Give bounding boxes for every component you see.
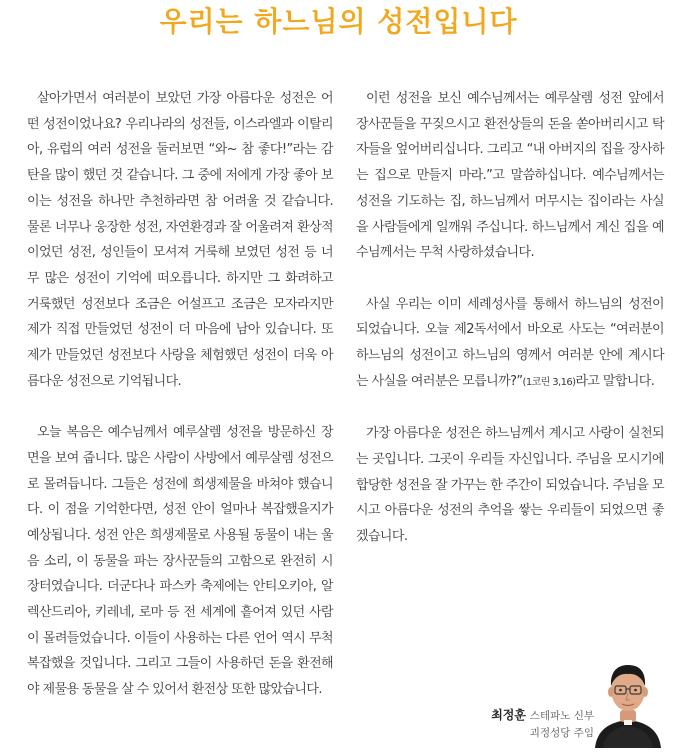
paragraph-text: 라고 말합니다. xyxy=(575,373,655,389)
author-name: 최정훈 xyxy=(491,708,526,722)
paragraph: 오늘 복음은 예수님께서 예루살렘 성전을 방문하신 장면을 보여 줍니다. 많은 사람이 사방에서 예루살렘 성전으로 몰려듭니다. 그들은 성전에 희생제물을 바쳐야 했습니다. 이 점을 기억한다면, 성전 안이 얼마나 복잡했을지가 예상됩니다. 성전 안은 희생제물로 사용될 동물이 내는 울음 소리, 이 동물을 파는 장사꾼들의 고함으로 완전히 시장터였습니다. 더군다나 파스카 축제에는 안티오키아, 알렉산드리아, 키레네, 로마 등 전 세계에 흩어져 있던 사람이 몰려들었습니다. 이들이 사용하는 다른 언어 역시 무척 복잡했을 것입니다. 그리고 그들이 사용하던 돈을 환전해야 제물용 동물을 살 수 있어서 환전상 또한 많았습니다. xyxy=(27,425,333,698)
left-column xyxy=(27,86,333,703)
author-portrait-icon xyxy=(593,656,663,748)
page-title: 우리는 하느님의 성전입니다 xyxy=(159,5,518,38)
right-column xyxy=(356,86,664,550)
author-role: 스테파노 신부 xyxy=(529,710,594,722)
paragraph: 이런 성전을 보신 예수님께서는 예루살렘 성전 앞에서 장사꾼들을 꾸짖으시고 환전상들의 돈을 쏟아버리시고 탁자들을 엎어버리십니다. 그리고 “내 아버지의 집을 장사하는 집으로 만들지 마라.”고 말씀하십니다. 예수님께서는 성전을 기도하는 집, 하느님께서 머무시는 집이라는 사실을 사람들에게 일깨워 주십니다. 하느님께서 계신 집을 예수님께서는 무척 사랑하셨습니다. xyxy=(356,91,664,261)
paragraph-text: 사실 우리는 이미 세례성사를 통해서 하느님의 성전이 되었습니다. 오늘 제2독서에서 바오로 사도는 “여러분이 하느님의 성전이고 하느님의 영께서 여러분 안에 계시다는 사실을 여러분은 모릅니까?” xyxy=(356,296,664,389)
paragraph: 살아가면서 여러분이 보았던 가장 아름다운 성전은 어떤 성전이었나요? 우리나라의 성전들, 이스라엘과 이탈리아, 유럽의 여러 성전을 둘러보면 “와~ 참 좋다!”라는 감탄을 많이 했던 것 같습니다. 그 중에 저에게 가장 좋아 보이는 성전을 하나만 추천하라면 참 어려울 것 같습니다. 물론 너무나 웅장한 성전, 자연환경과 잘 어울려져 환상적이었던 성전, 성인들이 모셔져 거룩해 보였던 성전 등 너무 많은 성전이 기억에 떠오릅니다. 하지만 그 화려하고 거룩했던 성전보다 조금은 어설프고 조금은 모자라지만 제가 직접 만들었던 성전이 더 마음에 남아 있습니다. 또 제가 만들었던 성전보다 사랑을 체험했던 성전이 더욱 아름다운 성전으로 기억됩니다. xyxy=(27,91,333,389)
author-parish: 괴정성당 주임 xyxy=(529,727,594,739)
paragraph xyxy=(356,292,664,396)
author-credit xyxy=(454,707,594,742)
bible-reference: (1코린 3,16) xyxy=(522,376,576,388)
paragraph: 가장 아름다운 성전은 하느님께서 계시고 사랑이 실천되는 곳입니다. 그곳이 우리들 자신입니다. 주님을 모시기에 합당한 성전을 잘 가꾸는 한 주간이 되었습니다. 주님을 모시고 아름다운 성전의 추억을 쌓는 우리들이 되었으면 좋겠습니다. xyxy=(356,426,664,544)
